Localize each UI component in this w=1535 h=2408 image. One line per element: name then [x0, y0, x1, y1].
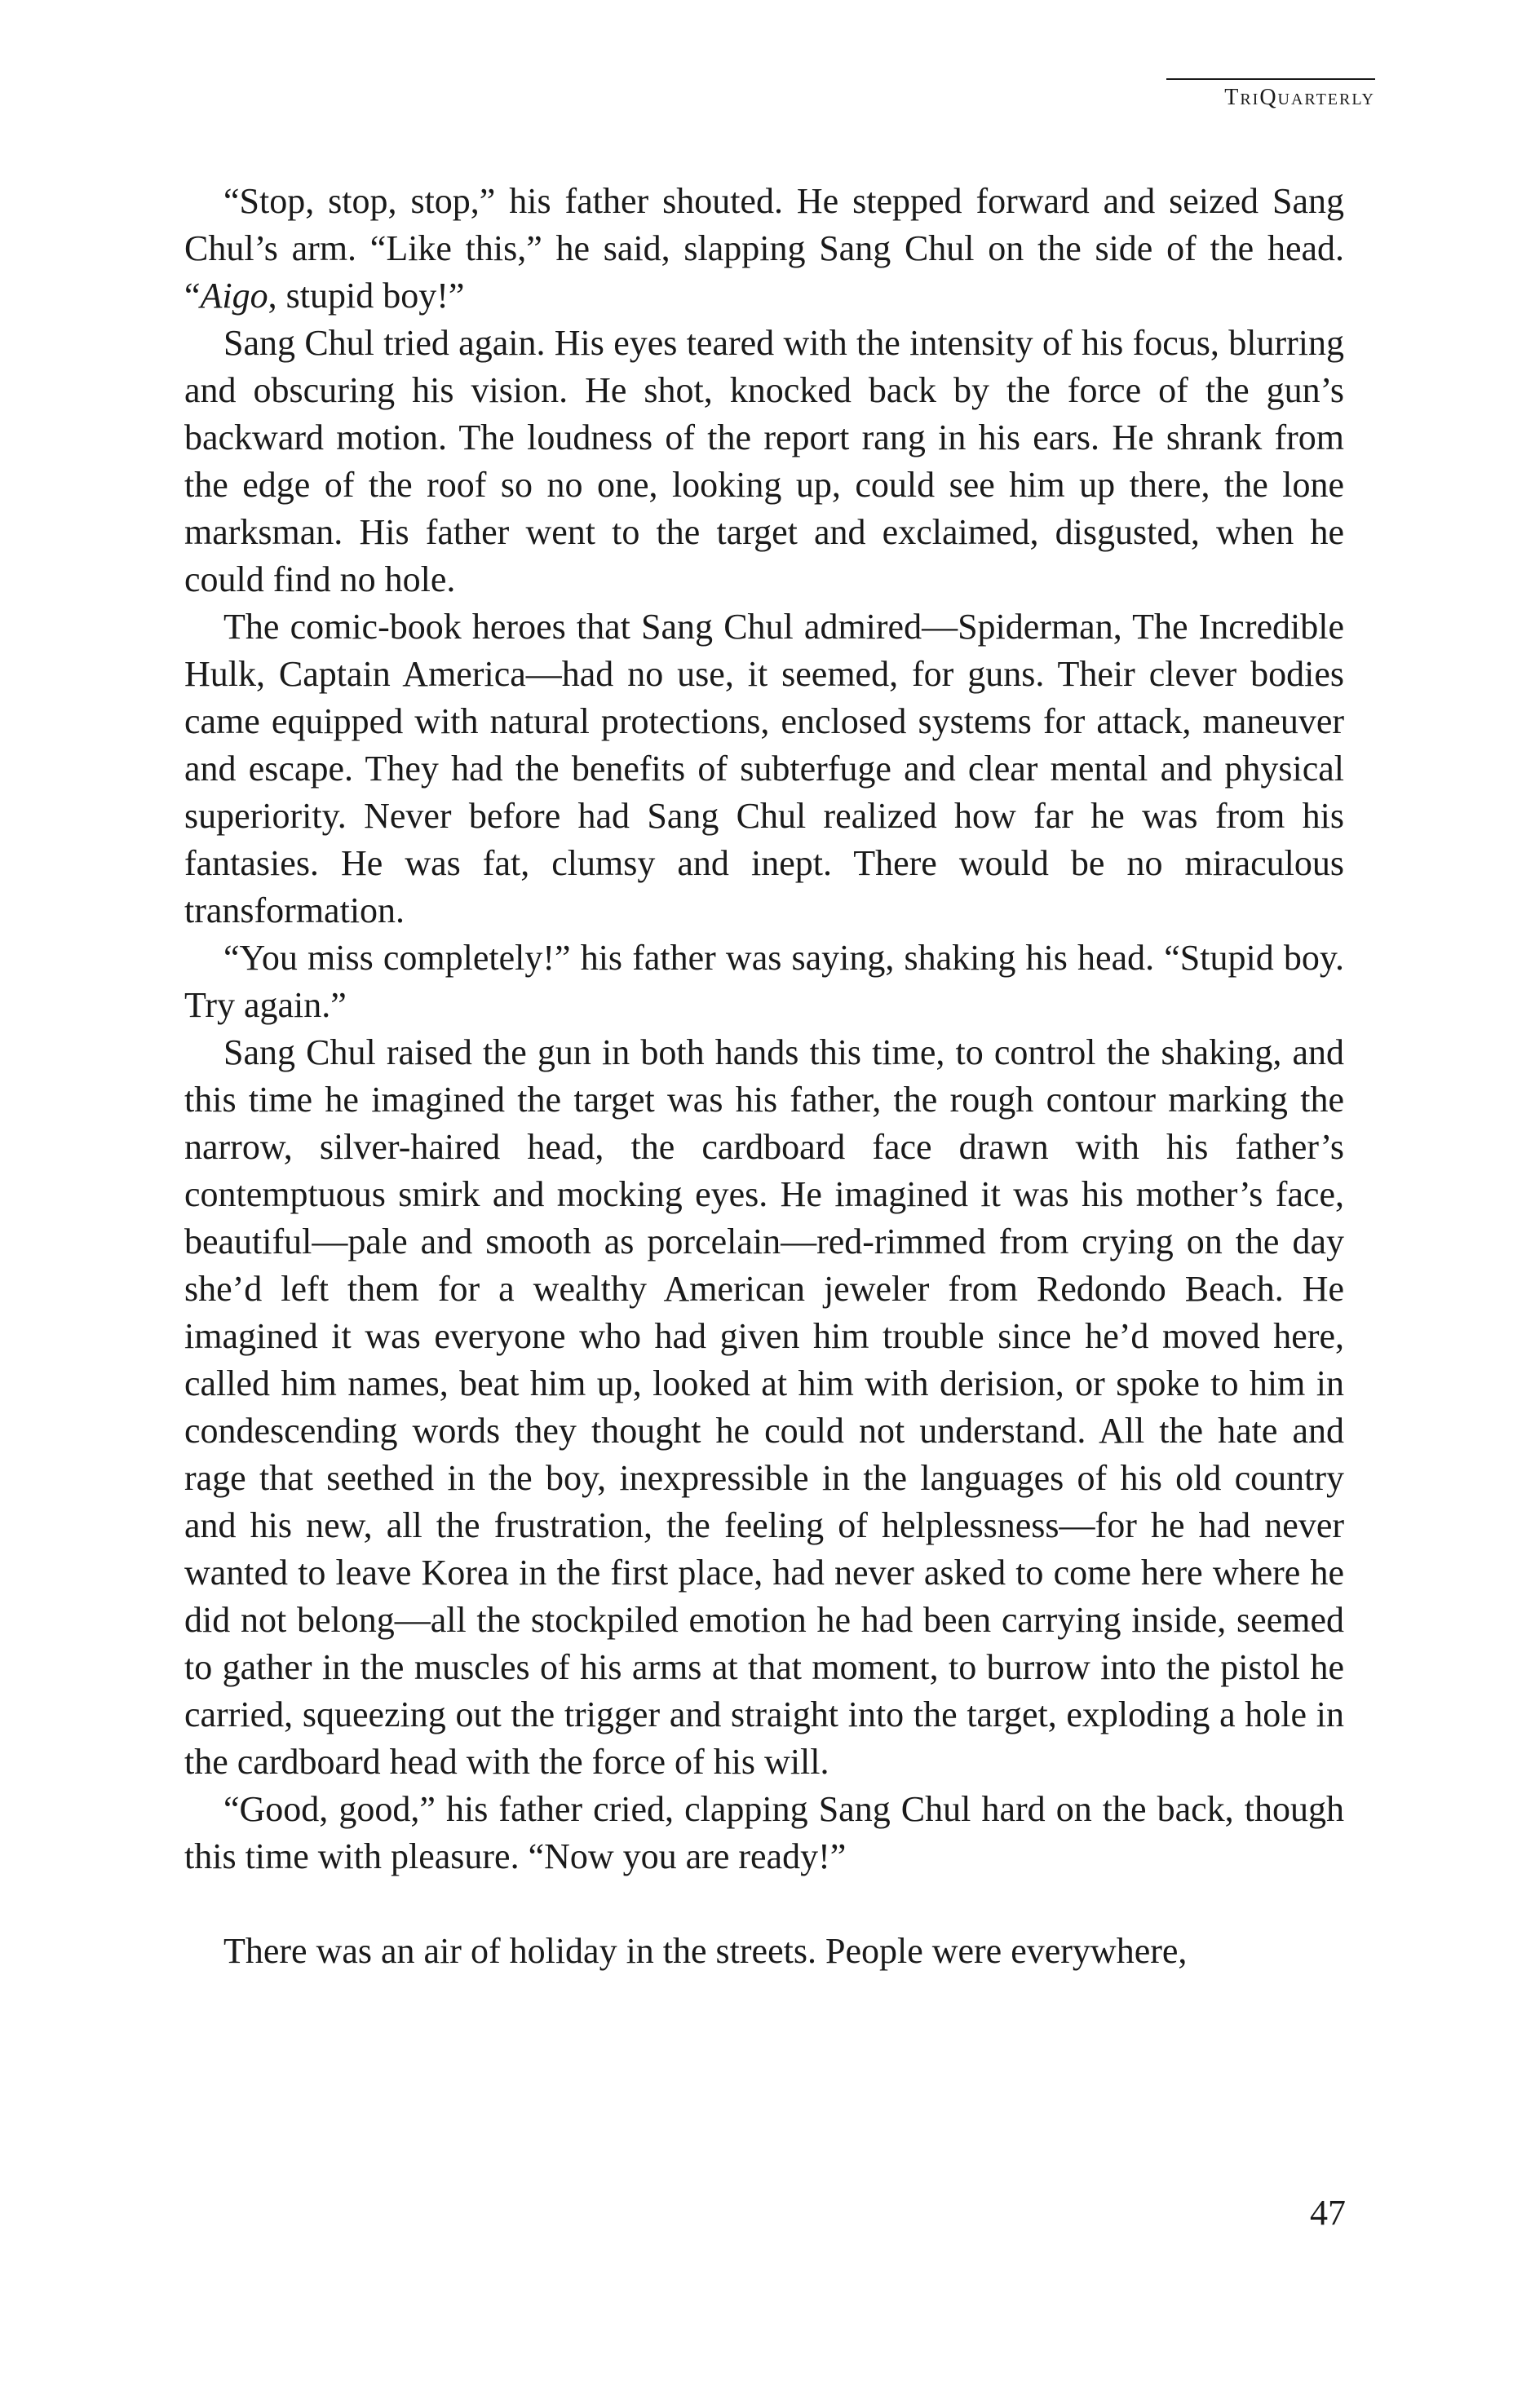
paragraph: Sang Chul tried again. His eyes teared with the intensity of his focus, blurring and obscuring his vision. He shot, knocked back by the force of the gun’s backward motion. The loudness of the report rang in his ears. He shrank from the edge of the roof so no one, looking up, could see him up there, the lone marksman. His father went to the target and exclaimed, disgusted, when he could find no hole. — [184, 323, 1344, 599]
italic-word: Aigo — [200, 276, 268, 316]
page-number: 47 — [1310, 2193, 1346, 2233]
running-head-rule — [1166, 78, 1375, 80]
paragraph: Sang Chul raised the gun in both hands this time, to control the shaking, and this time he imagined the target was his father, the rough contour marking the narrow, silver-haired head, the cardboard face drawn with his father’s contemptuous smirk and mocking eyes. He imagined it was his mother’s face, beautiful—pale and smooth as porcelain—red-rimmed from crying on the day she’d left them for a wealthy American jeweler from Redondo Beach. He imagined it was everyone who had given him trouble since he’d moved here, called him names, beat him up, looked at him with derision, or spoke to him in condescending words they thought he could not understand. All the hate and rage that seethed in the boy, inexpressible in the languages of his old country and his new, all the frustration, the feeling of helplessness—for he had never wanted to leave Korea in the first place, had never asked to come here where he did not belong—all the stockpiled emotion he had been carrying inside, seemed to gather in the muscles of his arms at that moment, to burrow into the pistol he carried, squeezing out the trigger and straight into the target, exploding a hole in the cardboard head with the force of his will. — [184, 1032, 1344, 1782]
running-head: TriQuarterly — [1224, 85, 1375, 110]
paragraph: “You miss completely!” his father was saying, shaking his head. “Stupid boy. Try again.” — [184, 938, 1344, 1025]
body-text — [184, 178, 1344, 1975]
paragraph: There was an air of holiday in the streets. People were everywhere, — [223, 1931, 1188, 1971]
paragraph: “Stop, stop, stop,” his father shouted. He stepped forward and seized Sang Chul’s arm. “Like this,” he said, slapping Sang Chul on the side of the head. “Aigo, stupid boy!” — [184, 181, 1344, 316]
paragraph: The comic-book heroes that Sang Chul admired—Spiderman, The Incredible Hulk, Captain America—had no use, it seemed, for guns. Their clever bodies came equipped with natural protections, enclosed systems for attack, maneuver and escape. They had the benefits of subterfuge and clear mental and physical superiority. Never before had Sang Chul realized how far he was from his fantasies. He was fat, clumsy and inept. There would be no miraculous transformation. — [184, 607, 1344, 930]
paragraph: “Good, good,” his father cried, clapping Sang Chul hard on the back, though this time with pleasure. “Now you are ready!” — [184, 1789, 1344, 1876]
